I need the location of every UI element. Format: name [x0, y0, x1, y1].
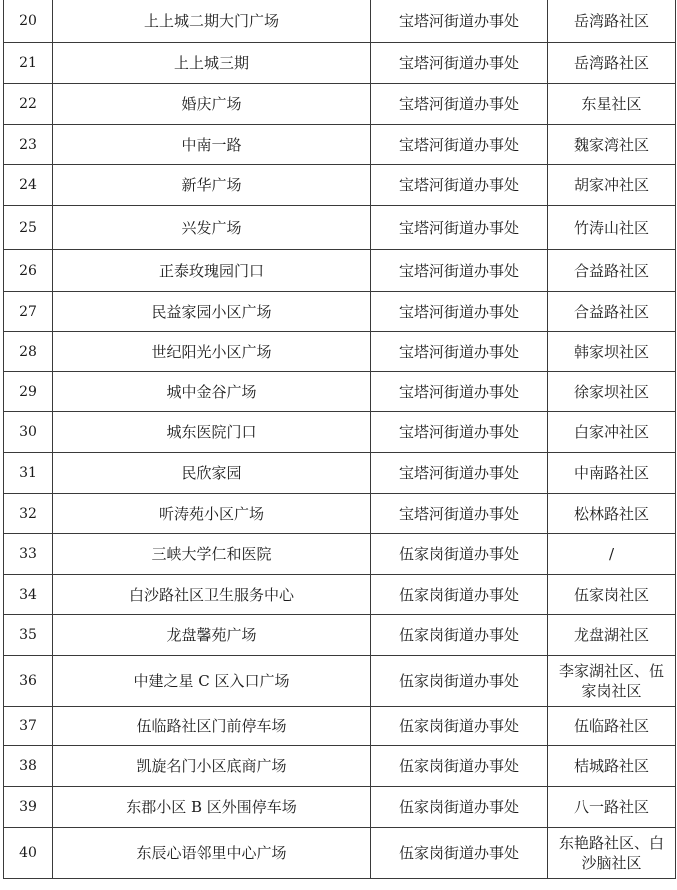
- table-row: [4, 372, 676, 412]
- row-number-cell: 23: [4, 125, 53, 165]
- office-cell: 伍家岗街道办事处: [371, 575, 548, 615]
- table-row: [4, 165, 676, 206]
- row-number-cell: 35: [4, 615, 53, 656]
- community-cell: 八一路社区: [548, 787, 676, 828]
- community-cell: 桔城路社区: [548, 746, 676, 787]
- location-cell: 中建之星 C 区入口广场: [53, 656, 371, 707]
- office-cell: 伍家岗街道办事处: [371, 615, 548, 656]
- table-row: [4, 575, 676, 615]
- table-body: [4, 0, 676, 879]
- location-cell: 东郡小区 B 区外围停车场: [53, 787, 371, 828]
- location-cell: 三峡大学仁和医院: [53, 534, 371, 575]
- office-cell: 宝塔河街道办事处: [371, 250, 548, 292]
- office-cell: 宝塔河街道办事处: [371, 0, 548, 43]
- office-cell: 宝塔河街道办事处: [371, 412, 548, 453]
- location-cell: 民欣家园: [53, 453, 371, 494]
- row-number-cell: 26: [4, 250, 53, 292]
- office-cell: 宝塔河街道办事处: [371, 84, 548, 125]
- location-cell: 婚庆广场: [53, 84, 371, 125]
- table-row: [4, 412, 676, 453]
- row-number-cell: 22: [4, 84, 53, 125]
- community-cell: 胡家冲社区: [548, 165, 676, 206]
- table-row: [4, 615, 676, 656]
- row-number-cell: 20: [4, 0, 53, 43]
- row-number-cell: 24: [4, 165, 53, 206]
- community-cell: 竹涛山社区: [548, 206, 676, 250]
- table-row: [4, 828, 676, 879]
- table-row: [4, 534, 676, 575]
- row-number-cell: 37: [4, 707, 53, 746]
- table-row: [4, 84, 676, 125]
- table-row: [4, 707, 676, 746]
- community-cell: 韩家坝社区: [548, 332, 676, 372]
- location-cell: 凯旋名门小区底商广场: [53, 746, 371, 787]
- community-cell: 伍临路社区: [548, 707, 676, 746]
- community-cell: 岳湾路社区: [548, 43, 676, 84]
- office-cell: 宝塔河街道办事处: [371, 332, 548, 372]
- community-cell: 松林路社区: [548, 494, 676, 534]
- table-row: [4, 494, 676, 534]
- site-table: [3, 0, 676, 879]
- table-row: [4, 43, 676, 84]
- community-cell: 魏家湾社区: [548, 125, 676, 165]
- community-cell: 伍家岗社区: [548, 575, 676, 615]
- office-cell: 宝塔河街道办事处: [371, 494, 548, 534]
- location-cell: 城东医院门口: [53, 412, 371, 453]
- community-cell: /: [548, 534, 676, 575]
- table-row: [4, 787, 676, 828]
- table-row: [4, 292, 676, 332]
- row-number-cell: 29: [4, 372, 53, 412]
- office-cell: 伍家岗街道办事处: [371, 746, 548, 787]
- row-number-cell: 21: [4, 43, 53, 84]
- row-number-cell: 36: [4, 656, 53, 707]
- location-cell: 中南一路: [53, 125, 371, 165]
- office-cell: 宝塔河街道办事处: [371, 125, 548, 165]
- row-number-cell: 31: [4, 453, 53, 494]
- table-row: [4, 453, 676, 494]
- location-cell: 白沙路社区卫生服务中心: [53, 575, 371, 615]
- community-cell: 岳湾路社区: [548, 0, 676, 43]
- table-row: [4, 250, 676, 292]
- row-number-cell: 25: [4, 206, 53, 250]
- office-cell: 伍家岗街道办事处: [371, 534, 548, 575]
- community-cell: 白家冲社区: [548, 412, 676, 453]
- office-cell: 宝塔河街道办事处: [371, 453, 548, 494]
- office-cell: 宝塔河街道办事处: [371, 43, 548, 84]
- office-cell: 宝塔河街道办事处: [371, 165, 548, 206]
- table-row: [4, 0, 676, 43]
- community-cell: 徐家坝社区: [548, 372, 676, 412]
- location-cell: 城中金谷广场: [53, 372, 371, 412]
- community-cell: 合益路社区: [548, 250, 676, 292]
- table-row: [4, 656, 676, 707]
- table-row: [4, 746, 676, 787]
- office-cell: 伍家岗街道办事处: [371, 828, 548, 879]
- office-cell: 宝塔河街道办事处: [371, 372, 548, 412]
- location-cell: 正泰玫瑰园门口: [53, 250, 371, 292]
- location-cell: 兴发广场: [53, 206, 371, 250]
- location-cell: 民益家园小区广场: [53, 292, 371, 332]
- location-cell: 龙盘馨苑广场: [53, 615, 371, 656]
- location-cell: 世纪阳光小区广场: [53, 332, 371, 372]
- row-number-cell: 33: [4, 534, 53, 575]
- row-number-cell: 34: [4, 575, 53, 615]
- table-row: [4, 206, 676, 250]
- office-cell: 伍家岗街道办事处: [371, 707, 548, 746]
- office-cell: 伍家岗街道办事处: [371, 656, 548, 707]
- table-row: [4, 332, 676, 372]
- row-number-cell: 40: [4, 828, 53, 879]
- row-number-cell: 32: [4, 494, 53, 534]
- office-cell: 宝塔河街道办事处: [371, 292, 548, 332]
- community-cell: 合益路社区: [548, 292, 676, 332]
- community-cell: 李家湖社区、伍家岗社区: [548, 656, 676, 707]
- location-cell: 新华广场: [53, 165, 371, 206]
- row-number-cell: 38: [4, 746, 53, 787]
- row-number-cell: 27: [4, 292, 53, 332]
- community-cell: 中南路社区: [548, 453, 676, 494]
- location-cell: 伍临路社区门前停车场: [53, 707, 371, 746]
- location-cell: 上上城二期大门广场: [53, 0, 371, 43]
- location-cell: 听涛苑小区广场: [53, 494, 371, 534]
- location-cell: 上上城三期: [53, 43, 371, 84]
- community-cell: 龙盘湖社区: [548, 615, 676, 656]
- row-number-cell: 39: [4, 787, 53, 828]
- location-cell: 东辰心语邻里中心广场: [53, 828, 371, 879]
- table-row: [4, 125, 676, 165]
- office-cell: 伍家岗街道办事处: [371, 787, 548, 828]
- community-cell: 东星社区: [548, 84, 676, 125]
- office-cell: 宝塔河街道办事处: [371, 206, 548, 250]
- row-number-cell: 28: [4, 332, 53, 372]
- row-number-cell: 30: [4, 412, 53, 453]
- community-cell: 东艳路社区、白沙脑社区: [548, 828, 676, 879]
